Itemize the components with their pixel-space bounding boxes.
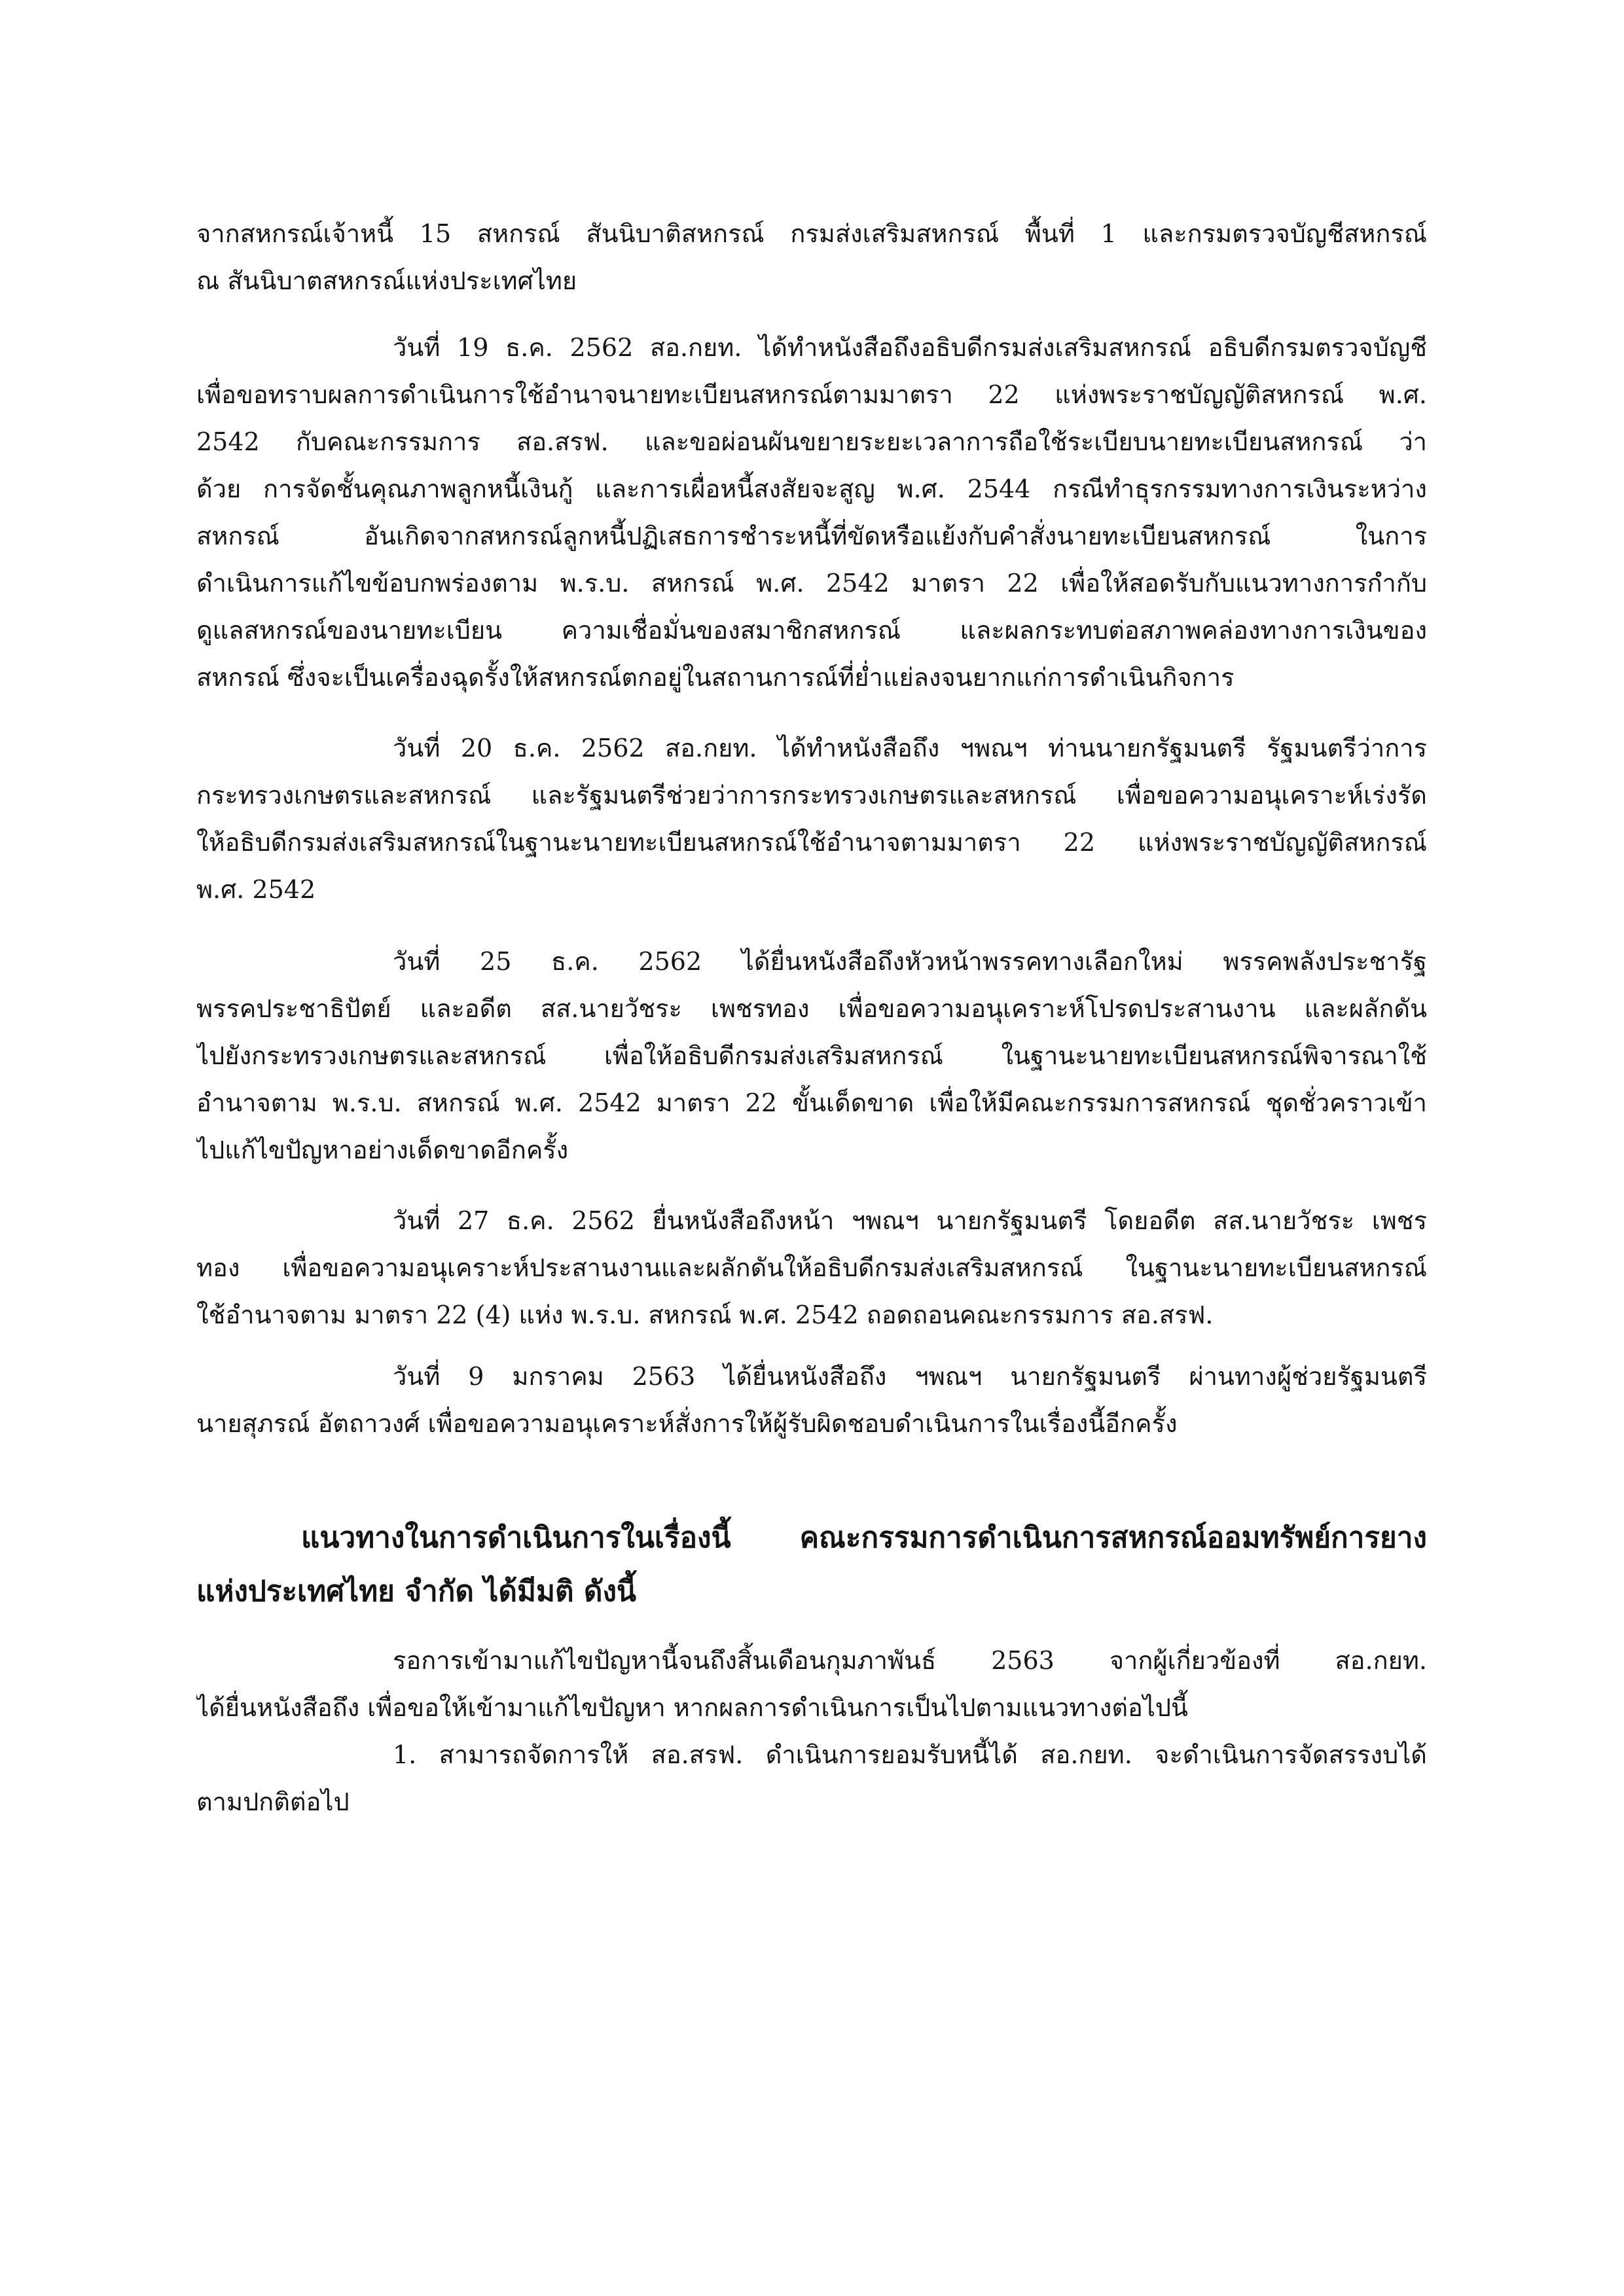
paragraph-line: ได้ยื่นหนังสือถึง เพื่อขอให้เข้ามาแก้ไขปัญหา หากผลการดำเนินการเป็นไปตามแนวทางต่อไปนี้ xyxy=(196,1693,1189,1722)
paragraph-line: วันที่ 25 ธ.ค. 2562 ได้ยื่นหนังสือถึงหัวหน้าพรรคทางเลือกใหม่ พรรคพลังประชารัฐ xyxy=(393,947,1427,976)
paragraph-line: ให้อธิบดีกรมส่งเสริมสหกรณ์ในฐานะนายทะเบียนสหกรณ์ใช้อำนาจตามมาตรา 22 แห่งพระราชบัญญัติสหกรณ์ xyxy=(196,828,1427,857)
paragraph-line: วันที่ 19 ธ.ค. 2562 สอ.กยท. ได้ทำหนังสือถึงอธิบดีกรมส่งเสริมสหกรณ์ อธิบดีกรมตรวจบัญชี xyxy=(393,333,1427,362)
paragraph-line: ไปแก้ไขปัญหาอย่างเด็ดขาดอีกครั้ง xyxy=(196,1136,569,1164)
section-heading: แห่งประเทศไทย จำกัด ได้มีมติ ดังนี้ xyxy=(196,1575,637,1608)
list-item-line: ตามปกติต่อไป xyxy=(196,1787,350,1816)
paragraph-line: สหกรณ์ อันเกิดจากสหกรณ์ลูกหนี้ปฏิเสธการชำระหนี้ที่ขัดหรือแย้งกับคำสั่งนายทะเบียนสหกรณ์ ในการ xyxy=(196,522,1427,550)
paragraph-line: ด้วย การจัดชั้นคุณภาพลูกหนี้เงินกู้ และการเผื่อหนี้สงสัยจะสูญ พ.ศ. 2544 กรณีทำธุรกรรมทางการเงินระหว่าง xyxy=(196,475,1427,503)
paragraph-line: ณ สันนิบาตสหกรณ์แห่งประเทศไทย xyxy=(196,266,577,295)
paragraph-line: เพื่อขอทราบผลการดำเนินการใช้อำนาจนายทะเบียนสหกรณ์ตามมาตรา 22 แห่งพระราชบัญญัติสหกรณ์ พ.ศ. xyxy=(196,380,1427,409)
paragraph-line: ไปยังกระทรวงเกษตรและสหกรณ์ เพื่อให้อธิบดีกรมส่งเสริมสหกรณ์ ในฐานะนายทะเบียนสหกรณ์พิจารณาใช้ xyxy=(196,1041,1427,1070)
paragraph-line: กระทรวงเกษตรและสหกรณ์ และรัฐมนตรีช่วยว่าการกระทรวงเกษตรและสหกรณ์ เพื่อขอความอนุเคราะห์เร่งรัด xyxy=(196,781,1427,810)
paragraph-line: ดูแลสหกรณ์ของนายทะเบียน ความเชื่อมั่นของสมาชิกสหกรณ์ และผลกระทบต่อสภาพคล่องทางการเงินของ xyxy=(196,616,1427,645)
list-item-line: 1. สามารถจัดการให้ สอ.สรฟ. ดำเนินการยอมรับหนี้ได้ สอ.กยท. จะดำเนินการจัดสรรงบได้ xyxy=(393,1740,1427,1769)
paragraph-line: พรรคประชาธิปัตย์ และอดีต สส.นายวัชระ เพชรทอง เพื่อขอความอนุเคราะห์โปรดประสานงาน และผลักดัน xyxy=(196,994,1427,1023)
paragraph-line: 2542 กับคณะกรรมการ สอ.สรฟ. และขอผ่อนผันขยายระยะเวลาการถือใช้ระเบียบนายทะเบียนสหกรณ์ ว่า xyxy=(196,427,1427,456)
paragraph-line: วันที่ 9 มกราคม 2563 ได้ยื่นหนังสือถึง ฯพณฯ นายกรัฐมนตรี ผ่านทางผู้ช่วยรัฐมนตรี xyxy=(393,1362,1427,1391)
paragraph-line: ทอง เพื่อขอความอนุเคราะห์ประสานงานและผลักดันให้อธิบดีกรมส่งเสริมสหกรณ์ ในฐานะนายทะเบียนสหกรณ์ xyxy=(196,1253,1427,1282)
paragraph-line: ดำเนินการแก้ไขข้อบกพร่องตาม พ.ร.บ. สหกรณ์ พ.ศ. 2542 มาตรา 22 เพื่อให้สอดรับกับแนวทางการกำกับ xyxy=(196,569,1427,598)
paragraph-line: จากสหกรณ์เจ้าหนี้ 15 สหกรณ์ สันนิบาติสหกรณ์ กรมส่งเสริมสหกรณ์ พื้นที่ 1 และกรมตรวจบัญชีสหกรณ์ xyxy=(196,219,1427,248)
paragraph-line: สหกรณ์ ซึ่งจะเป็นเครื่องฉุดรั้งให้สหกรณ์ตกอยู่ในสถานการณ์ที่ย่ำแย่ลงจนยากแก่การดำเนินกิจการ xyxy=(196,663,1235,692)
paragraph-line: วันที่ 27 ธ.ค. 2562 ยื่นหนังสือถึงหน้า ฯพณฯ นายกรัฐมนตรี โดยอดีต สส.นายวัชระ เพชร xyxy=(393,1206,1427,1235)
paragraph-line: วันที่ 20 ธ.ค. 2562 สอ.กยท. ได้ทำหนังสือถึง ฯพณฯ ท่านนายกรัฐมนตรี รัฐมนตรีว่าการ xyxy=(393,734,1427,762)
section-heading: แนวทางในการดำเนินการในเรื่องนี้ คณะกรรมการดำเนินการสหกรณ์ออมทรัพย์การยาง xyxy=(301,1521,1427,1554)
paragraph-line: รอการเข้ามาแก้ไขปัญหานี้จนถึงสิ้นเดือนกุมภาพันธ์ 2563 จากผู้เกี่ยวข้องที่ สอ.กยท. xyxy=(393,1646,1427,1675)
paragraph-line: พ.ศ. 2542 xyxy=(196,875,316,904)
paragraph-line: ใช้อำนาจตาม มาตรา 22 (4) แห่ง พ.ร.บ. สหกรณ์ พ.ศ. 2542 ถอดถอนคณะกรรมการ สอ.สรฟ. xyxy=(196,1300,1214,1329)
paragraph-line: นายสุภรณ์ อัตถาวงศ์ เพื่อขอความอนุเคราะห์สั่งการให้ผู้รับผิดชอบดำเนินการในเรื่องนี้อีกครั้ง xyxy=(196,1409,1178,1438)
paragraph-line: อำนาจตาม พ.ร.บ. สหกรณ์ พ.ศ. 2542 มาตรา 22 ขั้นเด็ดขาด เพื่อให้มีคณะกรรมการสหกรณ์ ชุดชั่วคราวเข้า xyxy=(196,1088,1427,1117)
